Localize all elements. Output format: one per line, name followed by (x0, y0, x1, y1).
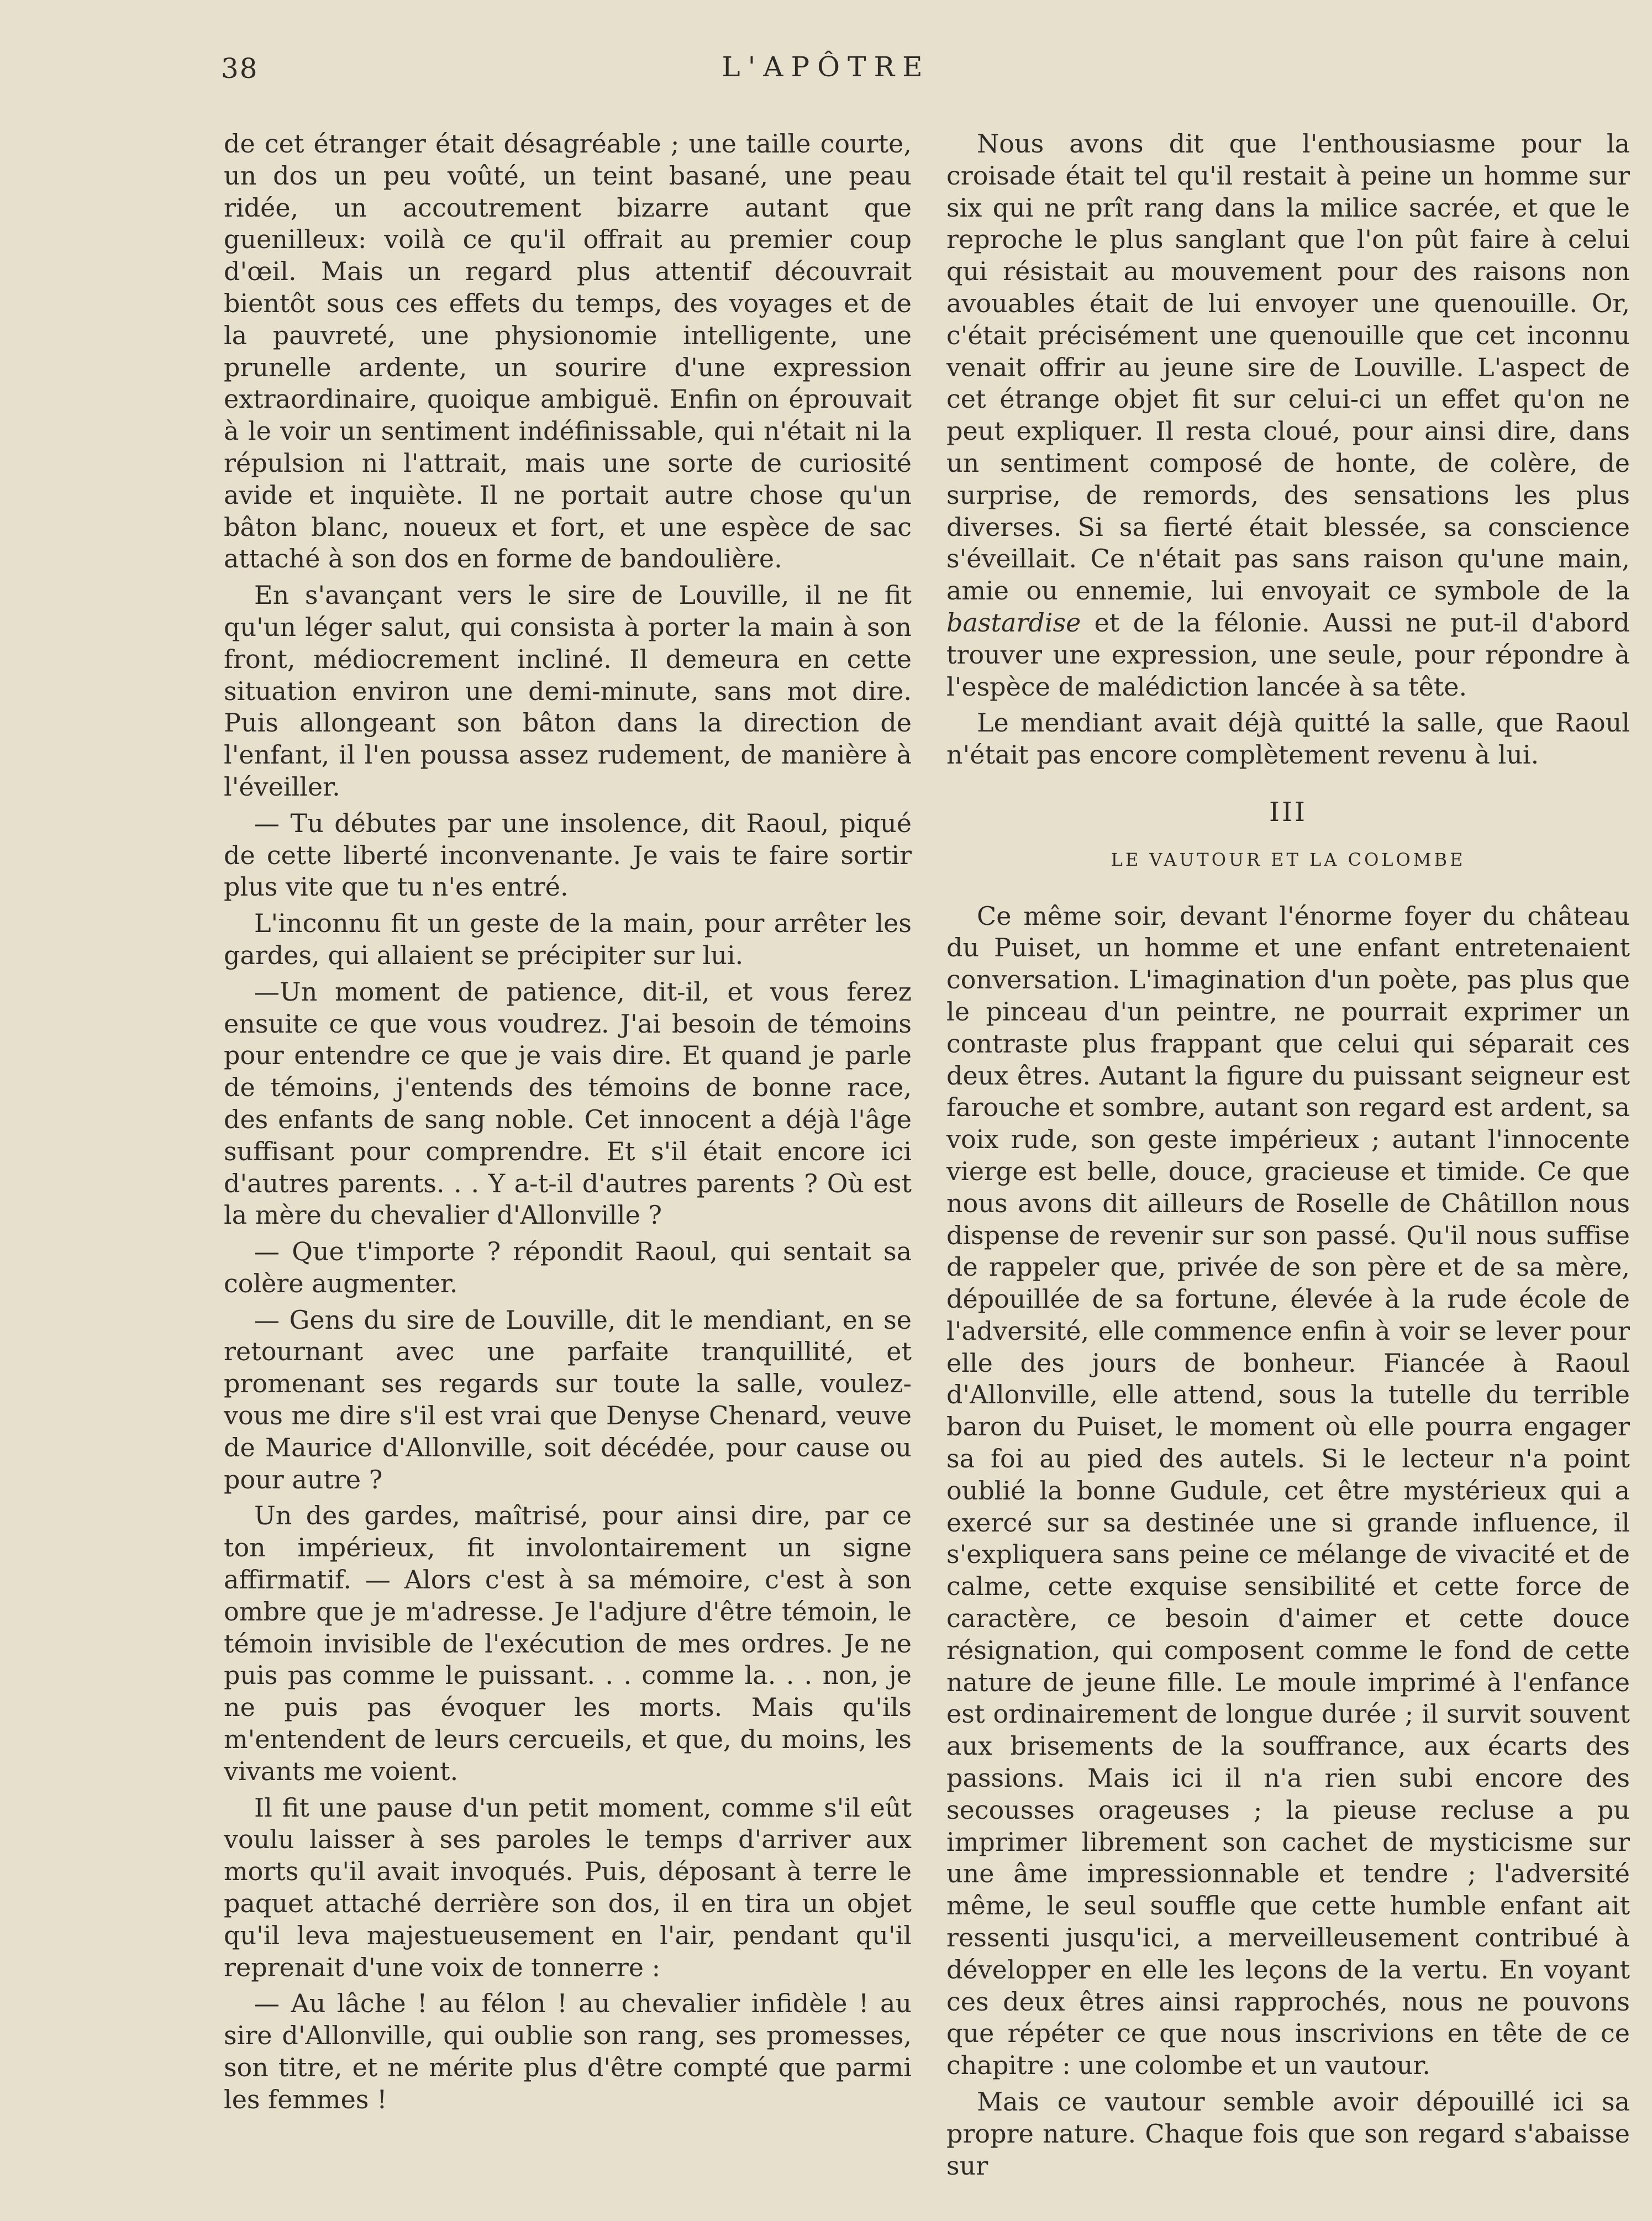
right-column (946, 128, 1630, 2186)
paragraph: Le mendiant avait déjà quitté la salle, que Raoul n'était pas encore complètement revenu à lui. (946, 708, 1630, 770)
paragraph-text: et de la félonie. Aussi ne put-il d'abord trouver une expression, une seule, pour répondre à l'espèce de malédiction lancée à sa tête. (946, 607, 1630, 702)
paragraph (946, 128, 1630, 703)
paragraph: Mais ce vautour semble avoir dépouillé ici sa propre nature. Chaque fois que son regard s'abaisse sur (946, 2087, 1630, 2181)
paragraph: — Au lâche ! au félon ! au chevalier infidèle ! au sire d'Allonville, qui oublie son rang, ses promesses, son titre, et ne mérite plus d'être compté que parmi les femmes ! (224, 1988, 912, 2114)
running-title: L'APÔTRE (722, 51, 930, 83)
paragraph: Un des gardes, maîtrisé, pour ainsi dire, par ce ton impérieux, fit involontairement un signe affirmatif. — Alors c'est à sa mémoire, c'est à son ombre que je m'adresse. Je l'adjure d'être témoin, le témoin invisible de l'exécution de mes ordres. Je ne puis pas comme le puissant. . . comme la. . . non, je ne puis pas évoquer les morts. Mais qu'ils m'entendent de leurs cercueils, et que, du moins, les vivants me voient. (224, 1501, 912, 1786)
paragraph-text: Nous avons dit que l'enthousiasme pour la croisade était tel qu'il restait à peine un homme sur six qui ne prît rang dans la milice sacrée, et que le reproche le plus sanglant que l'on pût faire à celui qui résistait au mouvement pour des raisons non avouables était de lui envoyer une quenouille. Or, c'était précisément une quenouille que cet inconnu venait offrir au jeune sire de Louville. L'aspect de cet étrange objet fit sur celui-ci un effet qu'on ne peut expliquer. Il resta cloué, pour ainsi dire, dans un sentiment composé de honte, de colère, de surprise, de remords, des sensations les plus diverses. Si sa fierté était blessée, sa conscience s'éveillait. Ce n'était pas sans raison qu'une main, amie ou ennemie, lui envoyait ce symbole de la (946, 129, 1630, 606)
paragraph: En s'avançant vers le sire de Louville, il ne fit qu'un léger salut, qui consista à porter la main à son front, médiocrement incliné. Il demeura en cette situation environ une demi-minute, sans mot dire. Puis allongeant son bâton dans la direction de l'enfant, il l'en poussa assez rudement, de manière à l'éveiller. (224, 580, 912, 802)
paragraph: — Que t'importe ? répondit Raoul, qui sentait sa colère augmenter. (224, 1236, 912, 1298)
paragraph: — Tu débutes par une insolence, dit Raoul, piqué de cette liberté inconvenante. Je vais te faire sortir plus vite que tu n'es entré. (224, 808, 912, 902)
paragraph: Ce même soir, devant l'énorme foyer du château du Puiset, un homme et une enfant entretenaient conversation. L'imagination d'un poète, pas plus que le pinceau d'un peintre, ne pourrait exprimer un contraste plus frappant que celui qui séparait ces deux êtres. Autant la figure du puissant seigneur est farouche et sombre, autant son regard est ardent, sa voix rude, son geste impérieux ; autant l'innocente vierge est belle, douce, gracieuse et timide. Ce que nous avons dit ailleurs de Roselle de Châtillon nous dispense de revenir sur son passé. Qu'il nous suffise de rappeler que, privée de son père et de sa mère, dépouillée de sa fortune, élevée à la rude école de l'adversité, elle commence enfin à voir se lever pour elle des jours de bonheur. Fiancée à Raoul d'Allonville, elle attend, sous la tutelle du terrible baron du Puiset, le moment où elle pourra engager sa foi au pied des autels. Si le lecteur n'a point oublié la bonne Gudule, cet être mystérieux qui a exercé sur sa destinée une si grande influence, il s'expliquera sans peine ce mélange de vivacité et de calme, cette exquise sensibilité et cette force de caractère, ce besoin d'aimer et cette douce résignation, qui composent comme le fond de cette nature de jeune fille. Le moule imprimé à l'enfance est ordinairement de longue durée ; il survit souvent aux brisements de la souffrance, aux écarts des passions. Mais ici il n'a rien subi encore des secousses orageuses ; la pieuse recluse a pu imprimer librement son cachet de mysticisme sur une âme impressionnable et tendre ; l'adversité même, le seul souffle que cette humble enfant ait ressenti jusqu'ici, a merveilleusement contribué à développer en elle les leçons de la vertu. En voyant ces deux êtres ainsi rapprochés, nous ne pouvons que répéter ce que nous inscrivions en tête de ce chapitre : une colombe et un vautour. (946, 901, 1630, 2081)
italic-term: bastardise (946, 607, 1081, 638)
paragraph: de cet étranger était désagréable ; une taille courte, un dos un peu voûté, un teint basané, une peau ridée, un accoutrement bizarre autant que guenilleux: voilà ce qu'il offrait au premier coup d'œil. Mais un regard plus attentif découvrait bientôt sous ces effets du temps, des voyages et de la pauvreté, une physionomie intelligente, une prunelle ardente, un sourire d'une expression extraordinaire, quoique ambiguë. Enfin on éprouvait à le voir un sentiment indéfinissable, qui n'était ni la répulsion ni l'attrait, mais une sorte de curiosité avide et inquiète. Il ne portait autre chose qu'un bâton blanc, noueux et fort, et une espèce de sac attaché à son dos en forme de bandoulière. (224, 129, 912, 574)
page-number: 38 (221, 52, 259, 85)
paragraph: — Gens du sire de Louville, dit le mendiant, en se retournant avec une parfaite tranquillité, et promenant ses regards sur toute la salle, voulez-vous me dire s'il est vrai que Denyse Chenard, veuve de Maurice d'Allonville, soit décédée, pour cause ou pour autre ? (224, 1304, 912, 1494)
left-column (224, 128, 912, 2120)
chapter-title: LE VAUTOUR ET LA COLOMBE (1111, 849, 1466, 870)
paragraph: L'inconnu fit un geste de la main, pour arrêter les gardes, qui allaient se précipiter sur lui. (224, 908, 912, 970)
paragraph: Il fit une pause d'un petit moment, comme s'il eût voulu laisser à ses paroles le temps d'arriver aux morts qu'il avait invoqués. Puis, déposant à terre le paquet attaché derrière son dos, il en tira un objet qu'il leva majestueusement en l'air, pendant qu'il reprenait d'une voix de tonnerre : (224, 1792, 912, 1982)
paragraph: —Un moment de patience, dit-il, et vous ferez ensuite ce que vous voudrez. J'ai besoin de témoins pour entendre ce que je vais dire. Et quand je parle de témoins, j'entends des témoins de bonne race, des enfants de sang noble. Cet innocent a déjà l'âge suffisant pour comprendre. Et s'il était encore ici d'autres parents. . . Y a-t-il d'autres parents ? Où est la mère du chevalier d'Allonville ? (224, 976, 912, 1230)
chapter-number: III (1269, 796, 1307, 828)
